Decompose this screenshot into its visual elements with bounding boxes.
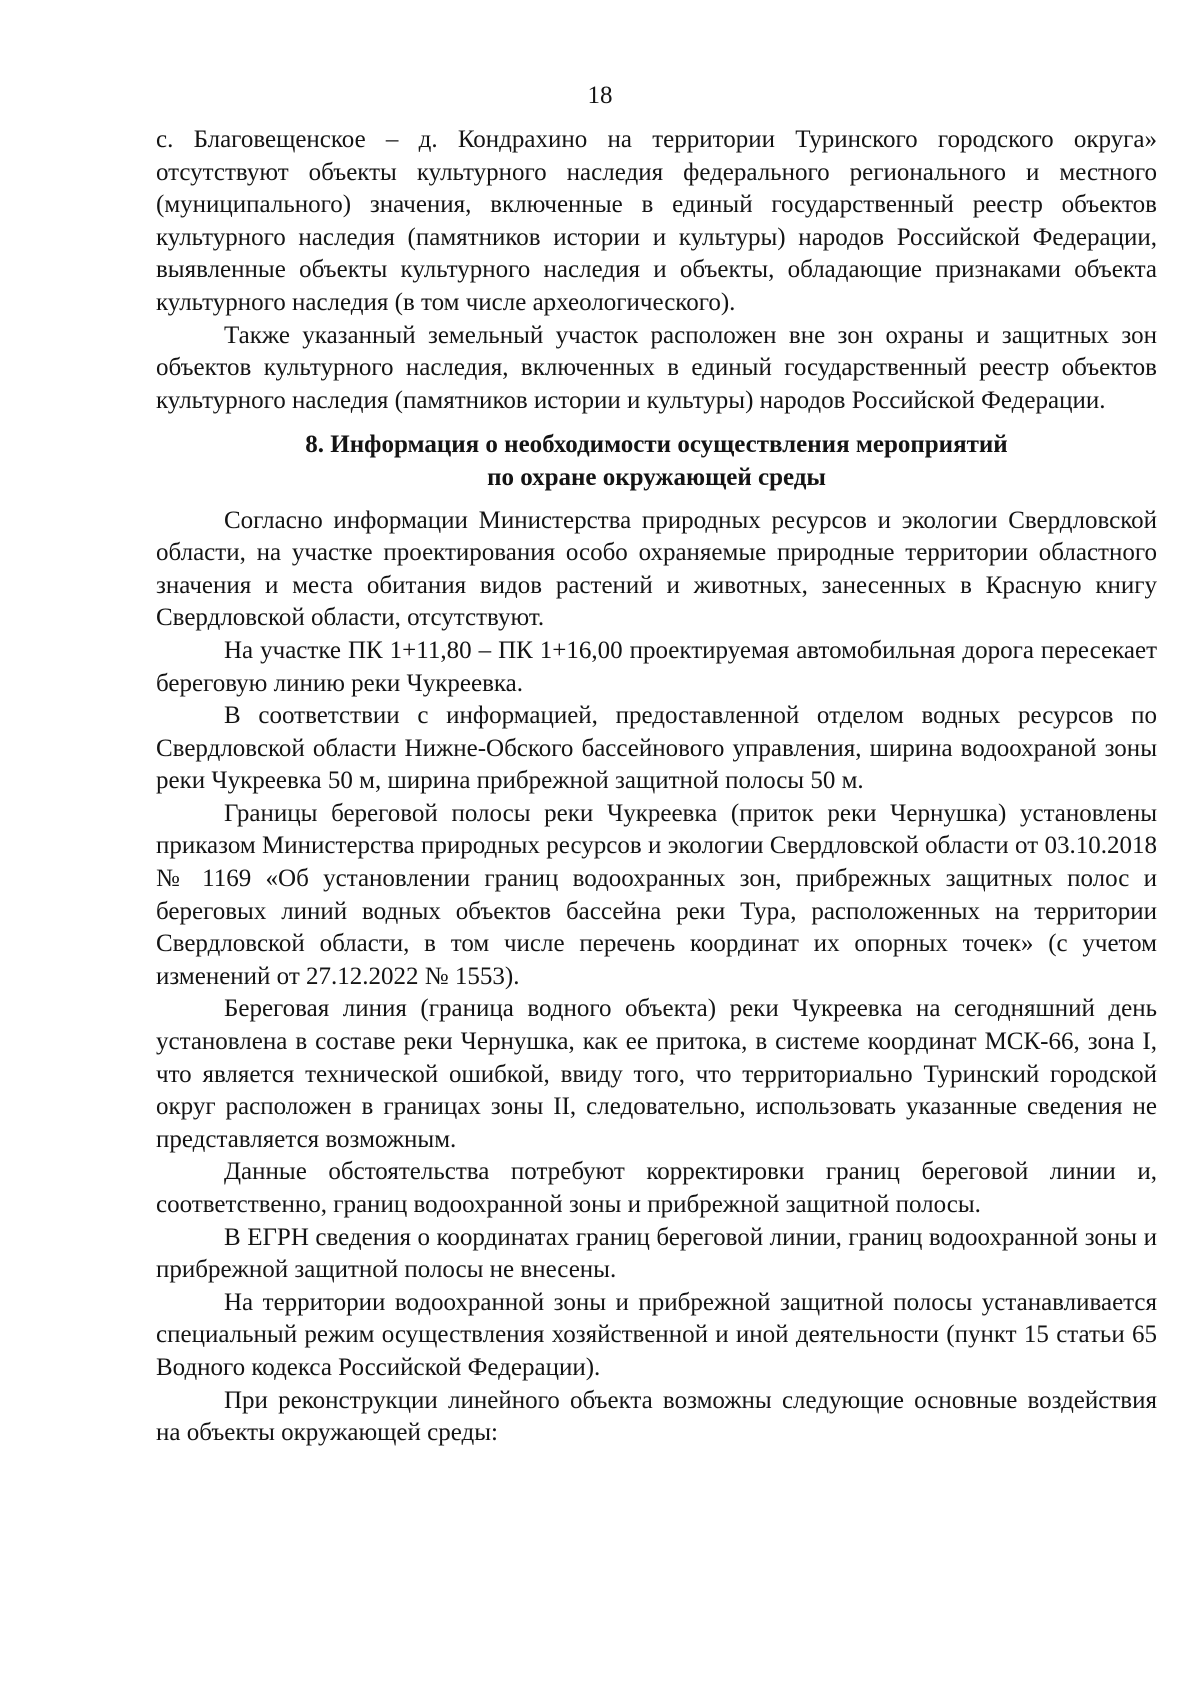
section-heading-line-2: по охране окружающей среды	[487, 463, 826, 491]
paragraph-river-crossing: На участке ПК 1+11,80 – ПК 1+16,00 проектируемая автомобильная дорога пересекает береговую линию реки Чукреевка.	[156, 636, 1157, 697]
section-heading-line-1: 8. Информация о необходимости осуществления мероприятий	[305, 431, 1008, 459]
page-body	[156, 124, 1157, 1450]
page-number: 18	[587, 82, 613, 109]
paragraph-impacts-intro: При реконструкции линейного объекта возможны следующие основные воздействия на объекты окружающей среды:	[156, 1386, 1157, 1447]
section-heading	[156, 429, 1157, 494]
paragraph-coastline-error: Береговая линия (граница водного объекта) реки Чукреевка на сегодняшний день установлена в составе реки Чернушка, как ее притока, в системе координат МСК-66, зона I, что является технической ошибкой, ввиду того, что территориально Туринский городской округ расположен в границах зоны II, следовательно, использовать указанные сведения не представляется возможным.	[156, 995, 1157, 1153]
paragraph-correction-required: Данные обстоятельства потребуют корректировки границ береговой линии и, соответственно, границ водоохранной зоны и прибрежной защитной полосы.	[156, 1158, 1157, 1218]
paragraph-protection-zones: Также указанный земельный участок расположен вне зон охраны и защитных зон объектов культурного наследия, включенных в единый государственный реестр объектов культурного наследия (памятников истории и культуры) народов Российской Федерации.	[156, 321, 1157, 414]
paragraph-egrn-info: В ЕГРН сведения о координатах границ береговой линии, границ водоохранной зоны и прибрежной защитной полосы не внесены.	[156, 1223, 1157, 1284]
paragraph-water-zone-width: В соответствии с информацией, предоставленной отделом водных ресурсов по Свердловской области Нижне-Обского бассейнового управления, ширина водоохраной зоны реки Чукреевка 50 м, ширина прибрежной защитной полосы 50 м.	[156, 702, 1157, 795]
continuation-paragraph: с. Благовещенское – д. Кондрахино на территории Туринского городского округа» отсутствуют объекты культурного наследия федерального регионального и местного (муниципального) значения, включенные в единый государственный реестр объектов культурного наследия (памятников истории и культуры) народов Российской Федерации, выявленные объекты культурного наследия и объекты, обладающие признаками объекта культурного наследия (в том числе археологического).	[156, 126, 1157, 316]
paragraph-order-boundaries: Границы береговой полосы реки Чукреевка (приток реки Чернушка) установлены приказом Министерства природных ресурсов и экологии Свердловской области от 03.10.2018 № 1169 «Об установлении границ водоохранных зон, прибрежных защитных полос и береговых линий водных объектов бассейна реки Тура, расположенных на территории Свердловской области, в том числе перечень координат их опорных точек» (с учетом изменений от 27.12.2022 № 1553).	[156, 799, 1157, 990]
paragraph-special-regime: На территории водоохранной зоны и прибрежной защитной полосы устанавливается специальный режим осуществления хозяйственной и иной деятельности (пункт 15 статьи 65 Водного кодекса Российской Федерации).	[156, 1288, 1157, 1381]
paragraph-ministry-info: Согласно информации Министерства природных ресурсов и экологии Свердловской области, на участке проектирования особо охраняемые природные территории областного значения и места обитания видов растений и животных, занесенных в Красную книгу Свердловской области, отсутствуют.	[156, 506, 1157, 632]
